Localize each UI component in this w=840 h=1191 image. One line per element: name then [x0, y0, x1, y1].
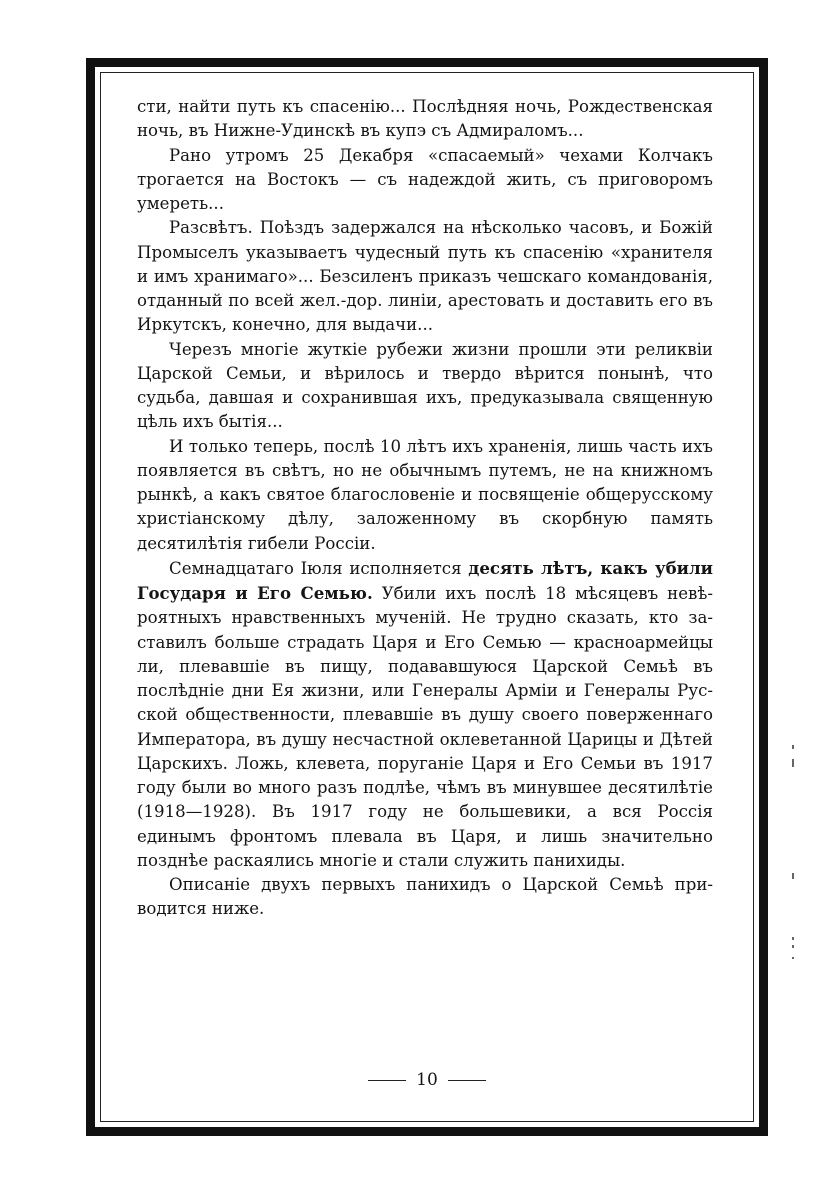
speck — [792, 937, 794, 940]
paragraph-4: Черезъ многіе жуткіе рубежи жизни прошли эти реликвіи Царской Семьи, и вѣрилось и твердо вѣрится понынѣ, что судьба, давшая и сохранившая ихъ, предуказывала священную цѣль ихъ бытія... — [137, 339, 713, 432]
paragraph-1: сти, найти путь къ спасенію... Послѣдняя ночь, Рождественская ночь, въ Нижне-Удинскѣ въ купэ съ Адмираломъ... — [137, 97, 713, 141]
paragraph-5: И только теперь, послѣ 10 лѣтъ ихъ храненія, лишь часть ихъ появляется въ свѣтъ, но не обычнымъ путемъ, не на книжномъ рынкѣ, а какъ святое благословеніе и посвященіе общерусскому христіанскому дѣлу, заложенному въ скорбную память десятилѣтія гибели Россіи. — [137, 436, 713, 553]
left-dash — [368, 1080, 406, 1081]
page-border — [86, 58, 768, 1136]
paragraph-6 — [137, 556, 713, 873]
paragraph-7: Описаніе двухъ первыхъ панихидъ о Царской Семьѣ приводится ниже. — [137, 875, 713, 919]
margin-specks — [792, 745, 798, 985]
paragraph-2: Рано утромъ 25 Декабря «спасаемый» чехами Колчакъ трогается на Востокъ — съ надеждой жить, съ приговоромъ умереть... — [137, 145, 713, 213]
paragraph-6-bold: десять лѣтъ, какъ убили Государя и Его Семью. — [137, 557, 713, 603]
paragraph-6-end: Убили ихъ послѣ 18 мѣсяцевъ невѣроятныхъ нравственныхъ мученій. Не трудно сказать, кто заставилъ больше страдать Царя и Его Семью — красноармейцы ли, плевавшіе въ пищу, подававшуюся Царской Семьѣ въ послѣдніе дни Ея жизни, или Генералы Арміи и Генералы Русской общественности, плевавшіе въ душу своего поверженнаго Императора, въ душу несчастной оклеветанной Царицы и Дѣтей Царскихъ. Ложь, клевета, поруганіе Царя и Его Семьи въ 1917 году были во много разъ подлѣе, чѣмъ въ минувшее десятилѣтіе (1918—1928). Въ 1917 году не большевики, а вся Россія единымъ фронтомъ плевала въ Царя, и лишь значительно позднѣе раскаялись многіе и стали служить панихиды. — [137, 584, 713, 870]
speck — [792, 945, 794, 948]
body-text — [137, 95, 713, 922]
speck — [792, 745, 794, 749]
page-number-footer — [95, 1070, 759, 1090]
paragraph-3: Разсвѣтъ. Поѣздъ задержался на нѣсколько часовъ, и Божій Промыселъ указываетъ чудесный путь къ спасенію «хранителя и имъ хранимаго»... Безсиленъ приказъ чешскаго командованія, отданный по всей жел.-дор. линіи, арестовать и доставить его въ Иркутскъ, конечно, для выдачи... — [137, 218, 713, 335]
page-number: 10 — [416, 1070, 438, 1090]
right-dash — [448, 1080, 486, 1081]
speck — [792, 957, 794, 959]
paragraph-6-start: Семнадцатаго Іюля исполняется — [169, 558, 469, 578]
speck — [792, 873, 794, 879]
speck — [792, 759, 794, 767]
